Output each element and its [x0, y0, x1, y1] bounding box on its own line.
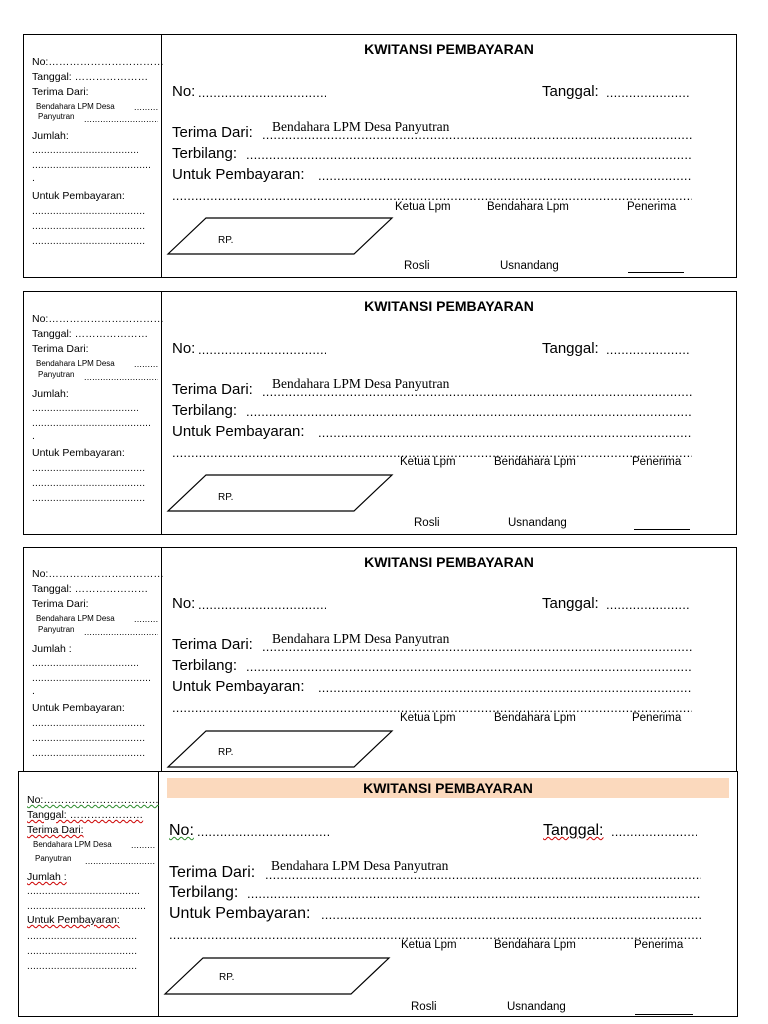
terbilang-label: Terbilang:	[169, 884, 239, 901]
stub-dots	[32, 733, 146, 744]
no-dots	[198, 342, 326, 357]
stub-dot: .	[32, 172, 35, 184]
stub-dots	[134, 614, 158, 624]
sign-role-ketua: Ketua Lpm	[400, 456, 456, 468]
sign-role-ketua: Ketua Lpm	[395, 201, 451, 213]
receipt-stub	[19, 772, 159, 1016]
stub-no: No:……………………………	[32, 568, 164, 580]
tanggal-dots	[606, 342, 690, 357]
receipt-main	[162, 292, 736, 534]
stub-untuk-pembayaran: Untuk Pembayaran:	[32, 190, 125, 202]
sign-role-bendahara: Bendahara Lpm	[494, 939, 576, 951]
receipt-title: KWITANSI PEMBAYARAN	[364, 554, 534, 570]
stub-terima-dari: Terima Dari:	[32, 343, 89, 355]
untuk-pembayaran-dots	[321, 907, 701, 922]
stub-dots	[32, 673, 152, 684]
sign-role-ketua: Ketua Lpm	[401, 939, 457, 951]
receipt-title: KWITANSI PEMBAYARAN	[364, 41, 534, 57]
stub-jumlah: Jumlah:	[32, 388, 69, 400]
no-label: No:	[172, 595, 196, 612]
receipt-3	[23, 547, 737, 787]
stub-dots	[32, 206, 146, 217]
stub-dots	[32, 493, 146, 504]
stub-dots	[32, 221, 146, 232]
untuk-pembayaran-label: Untuk Pembayaran:	[172, 423, 305, 440]
stub-jumlah: Jumlah :	[27, 871, 67, 883]
receipt-2	[23, 291, 737, 535]
untuk-pembayaran-label: Untuk Pembayaran:	[172, 678, 305, 695]
stub-from-line1: Bendahara LPM Desa	[36, 102, 115, 111]
tanggal-dots	[611, 824, 697, 839]
stub-dots	[27, 901, 147, 912]
stub-dot: .	[32, 430, 35, 442]
stub-dots	[32, 236, 146, 247]
stub-dots	[131, 840, 155, 850]
stub-dots	[27, 931, 137, 942]
receipt-stub	[24, 548, 162, 787]
amount-parallelogram	[164, 215, 396, 257]
tanggal-label: Tanggal:	[542, 595, 599, 612]
receipt-main	[159, 772, 737, 1016]
terbilang-label: Terbilang:	[172, 657, 238, 674]
sign-role-bendahara: Bendahara Lpm	[494, 456, 576, 468]
sign-role-penerima: Penerima	[627, 201, 677, 213]
sign-role-ketua: Ketua Lpm	[400, 712, 456, 724]
sign-name-usnandang: Usnandang	[508, 517, 567, 529]
stub-terima-dari: Terima Dari:	[27, 824, 84, 836]
stub-terima-dari: Terima Dari:	[32, 598, 89, 610]
stub-dots	[134, 102, 158, 112]
untuk-pembayaran-dots	[318, 425, 692, 440]
stub-untuk-pembayaran: Untuk Pembayaran:	[32, 702, 125, 714]
terima-dari-value: Bendahara LPM Desa Panyutran	[272, 376, 450, 391]
tanggal-label: Tanggal:	[543, 822, 604, 839]
receipt-main	[162, 35, 736, 277]
terima-dari-label: Terima Dari:	[172, 124, 253, 141]
stub-tanggal: Tanggal: …………………	[32, 71, 149, 83]
penerima-line	[628, 272, 684, 273]
stub-tanggal: Tanggal: …………………	[27, 809, 144, 821]
stub-from-line2: Panyutran	[38, 625, 75, 634]
no-dots	[198, 85, 326, 100]
stub-tanggal: Tanggal: …………………	[32, 328, 149, 340]
no-dots	[197, 824, 329, 839]
stub-dots	[134, 359, 158, 369]
rp-label: RP.	[218, 492, 234, 503]
stub-from-line2: Panyutran	[35, 854, 72, 863]
stub-dot: .	[32, 685, 35, 697]
stub-from-line1: Bendahara LPM Desa	[36, 359, 115, 368]
tanggal-label: Tanggal:	[542, 340, 599, 357]
tanggal-dots	[606, 597, 690, 612]
stub-jumlah: Jumlah:	[32, 130, 69, 142]
stub-dots	[32, 160, 152, 171]
stub-from-line1: Bendahara LPM Desa	[33, 840, 112, 849]
stub-dots	[32, 478, 146, 489]
stub-tanggal: Tanggal: …………………	[32, 583, 149, 595]
terbilang-dots	[246, 404, 692, 419]
stub-from-line2: Panyutran	[38, 370, 75, 379]
untuk-pembayaran-dots	[318, 680, 692, 695]
receipt-title: KWITANSI PEMBAYARAN	[364, 298, 534, 314]
terima-dari-label: Terima Dari:	[169, 864, 256, 881]
penerima-line	[635, 1014, 693, 1015]
receipt-stub	[24, 35, 162, 277]
terima-dari-label: Terima Dari:	[172, 636, 253, 653]
rp-label: RP.	[218, 235, 234, 246]
stub-dots	[32, 658, 138, 669]
receipt-main	[162, 548, 736, 787]
sign-name-usnandang: Usnandang	[500, 260, 559, 272]
terima-dari-value: Bendahara LPM Desa Panyutran	[272, 631, 450, 646]
untuk-pembayaran-label: Untuk Pembayaran:	[169, 905, 311, 922]
untuk-pembayaran-dots	[318, 168, 692, 183]
no-dots	[198, 597, 326, 612]
tanggal-label: Tanggal:	[542, 83, 599, 100]
receipt-1	[23, 34, 737, 278]
sign-name-rosli: Rosli	[404, 260, 430, 272]
stub-untuk-pembayaran: Untuk Pembayaran:	[32, 447, 125, 459]
stub-no: No:……………………………	[32, 56, 164, 68]
terbilang-dots	[246, 147, 692, 162]
stub-jumlah: Jumlah :	[32, 643, 72, 655]
sign-role-bendahara: Bendahara Lpm	[487, 201, 569, 213]
stub-dots	[84, 114, 158, 124]
terbilang-dots	[247, 886, 701, 901]
stub-untuk-pembayaran: Untuk Pembayaran:	[27, 914, 120, 926]
stub-dots	[32, 418, 152, 429]
stub-dots	[27, 886, 139, 897]
stub-dots	[85, 856, 155, 866]
stub-dots	[84, 372, 158, 382]
stub-no: No:……………………………	[27, 794, 159, 806]
stub-from-line1: Bendahara LPM Desa	[36, 614, 115, 623]
amount-parallelogram	[164, 728, 396, 770]
sign-name-rosli: Rosli	[414, 517, 440, 529]
amount-parallelogram	[161, 955, 393, 997]
sign-role-penerima: Penerima	[634, 939, 684, 951]
rp-label: RP.	[218, 747, 234, 758]
stub-from-line2: Panyutran	[38, 112, 75, 121]
untuk-pembayaran-label: Untuk Pembayaran:	[172, 166, 305, 183]
receipt-stub	[24, 292, 162, 534]
terima-dari-label: Terima Dari:	[172, 381, 253, 398]
stub-dots	[32, 145, 138, 156]
rp-label: RP.	[219, 972, 235, 983]
tanggal-dots	[606, 85, 690, 100]
stub-dots	[32, 748, 146, 759]
stub-terima-dari: Terima Dari:	[32, 86, 89, 98]
amount-parallelogram	[164, 472, 396, 514]
stub-dots	[27, 961, 137, 972]
stub-dots	[32, 718, 146, 729]
sign-name-usnandang: Usnandang	[507, 1001, 566, 1013]
no-label: No:	[169, 822, 194, 839]
penerima-line	[634, 529, 690, 530]
no-label: No:	[172, 340, 196, 357]
terima-dari-value: Bendahara LPM Desa Panyutran	[271, 858, 449, 873]
sign-role-bendahara: Bendahara Lpm	[494, 712, 576, 724]
stub-dots	[32, 403, 138, 414]
terbilang-label: Terbilang:	[172, 402, 238, 419]
stub-no: No:……………………………	[32, 313, 164, 325]
receipt-4	[18, 771, 738, 1017]
stub-dots	[27, 946, 137, 957]
stub-dots	[32, 463, 146, 474]
sign-role-penerima: Penerima	[632, 712, 682, 724]
terbilang-dots	[246, 659, 692, 674]
terbilang-label: Terbilang:	[172, 145, 238, 162]
stub-dots	[84, 627, 158, 637]
sign-role-penerima: Penerima	[632, 456, 682, 468]
receipt-title: KWITANSI PEMBAYARAN	[167, 778, 729, 798]
sign-name-rosli: Rosli	[411, 1001, 437, 1013]
no-label: No:	[172, 83, 196, 100]
terima-dari-value: Bendahara LPM Desa Panyutran	[272, 119, 450, 134]
